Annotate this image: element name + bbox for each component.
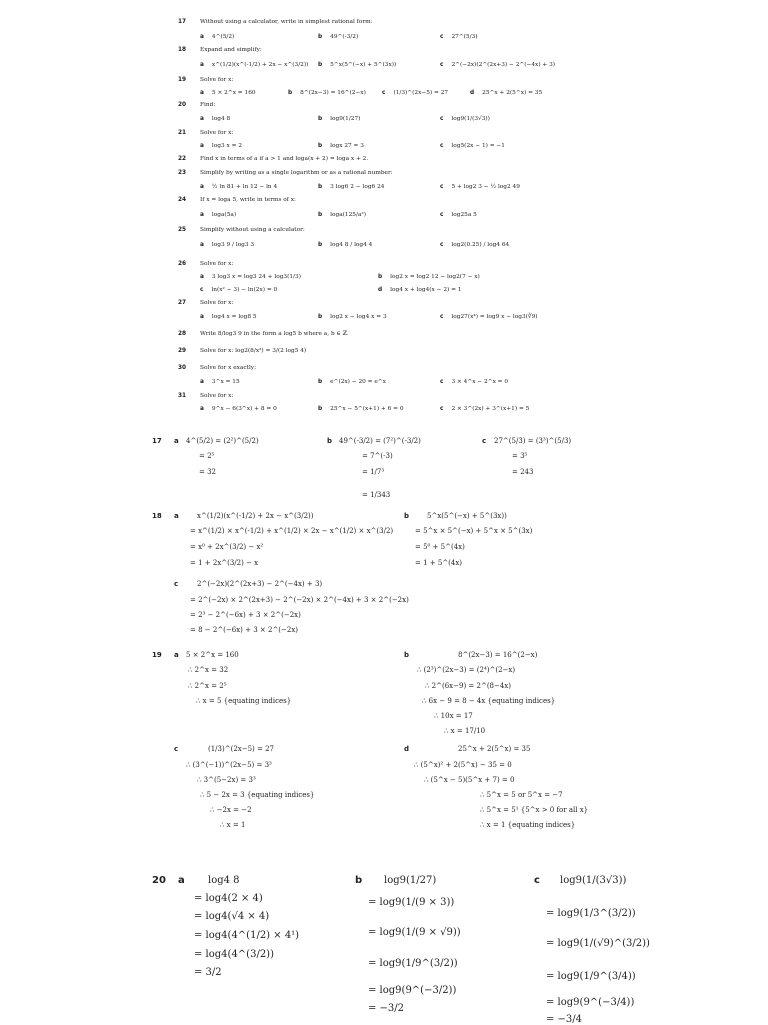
part-label: b [318,406,323,412]
math-expression: 3 × 4^x − 2^x = 0 [451,379,509,385]
math-expression: log5(2x − 1) = −1 [451,143,505,149]
math-expression: ln(x² − 3) − ln(2x) = 0 [211,287,278,293]
math-expression: Solve for x: [200,130,234,136]
math-expression: = 1/343 [362,491,391,499]
math-expression: 23 [178,170,187,176]
part-label: b [404,651,410,659]
math-expression: log2(0.25) / log4 64 [451,242,510,248]
math-expression: Find x in terms of a if a > 1 and loga(x + 2) = loga x + 2. [200,156,369,162]
part-label: c [440,116,444,122]
part-label: d [378,287,383,293]
math-expression: 49^(-3/2) [330,34,359,40]
math-expression: 8^(2x−3) = 16^(2−x) [458,651,538,659]
math-expression: 5 + log2 3 − ½ log2 49 [451,184,520,190]
math-expression: = log9(9^(−3/2)) [368,985,457,996]
part-label: b [288,90,293,96]
math-expression: e^(2x) − 20 = e^x [330,379,386,385]
math-expression: ∴ 2^x = 2⁵ [188,682,227,690]
math-expression: 3 log3 x = log3 24 + log3(1/3) [211,274,301,280]
part-label: c [440,379,444,385]
math-expression: = log9(1/(9 × 3)) [368,897,455,908]
math-expression: = 1/7³ [362,468,385,476]
math-expression: 3 log6 2 − log6 24 [330,184,385,190]
math-expression: = 5^x × 5^(−x) + 5^x × 5^(3x) [415,527,533,535]
math-expression: 5^x(5^(−x) + 5^(3x)) [427,512,507,520]
math-expression: (1/3)^(2x−5) = 27 [393,90,449,96]
math-expression: Find: [200,102,216,108]
math-expression: 5 × 2^x = 160 [186,651,239,659]
math-expression: x^(1/2)(x^(-1/2) + 2x − x^(3/2)) [197,512,314,520]
math-expression: Simplify without using a calculator: [200,227,305,233]
math-expression: 5 × 2^x = 160 [211,90,256,96]
math-expression: = 2³ − 2^(−6x) + 3 × 2^(−2x) [190,611,301,619]
part-label: b [318,242,323,248]
part-label: b [318,212,323,218]
part-label: b [318,379,323,385]
math-expression: = 1 + 5^(4x) [415,559,463,567]
math-expression: = 8 − 2^(−6x) + 3 × 2^(−2x) [190,626,299,634]
math-expression: x^(1/2)(x^(-1/2) + 2x − x^(3/2)) [211,62,309,68]
part-label: a [200,34,204,40]
part-label: b [327,437,333,445]
part-label: a [174,437,179,445]
math-expression: log4 8 [208,875,240,886]
part-label: a [200,242,204,248]
math-expression: 5^x(5^(−x) + 5^(3x)) [330,62,397,68]
math-expression: log4 8 [211,116,231,122]
math-expression: 31 [178,393,187,399]
math-expression: = −3/2 [368,1003,405,1014]
part-label: a [200,406,204,412]
math-expression: 20 [152,875,166,886]
math-expression: = 5⁰ + 5^(4x) [415,543,465,551]
math-expression: log25a 5 [451,212,477,218]
math-expression: ∴ 10x = 17 [434,712,473,720]
math-expression: 2^(−2x)(2^(2x+3) − 2^(−4x) + 3) [197,580,323,588]
math-expression: = log4(4^(3/2)) [194,949,274,960]
math-expression: 26 [178,261,187,267]
part-label: a [200,116,204,122]
part-label: c [440,62,444,68]
math-expression: 29 [178,348,187,354]
math-expression: loga(125/a²) [330,212,366,218]
math-expression: ∴ −2x = −2 [210,806,252,814]
math-expression: 8^(2x−3) = 16^(2−x) [300,90,366,96]
part-label: c [534,875,540,886]
part-label: c [440,242,444,248]
part-label: a [200,212,204,218]
math-expression: 17 [178,19,187,25]
math-expression: Expand and simplify: [200,47,262,53]
math-expression: 19 [152,651,162,659]
math-expression: ∴ 5^x = 5¹ {5^x > 0 for all x} [480,806,589,814]
math-expression: ∴ x = 5 {equating indices} [196,697,292,705]
part-label: a [174,512,179,520]
math-expression: log9(1/(3√3)) [560,875,627,886]
math-expression: 22 [178,156,187,162]
math-expression: Solve for x: [200,393,234,399]
math-expression: log27(x⁴) = log9 x − log3(∛9) [451,314,538,320]
math-expression: 9^x − 6(3^x) + 8 = 0 [211,406,277,412]
part-label: c [200,287,204,293]
part-label: b [318,62,323,68]
math-expression: 25 [178,227,187,233]
math-expression: = 32 [199,468,216,476]
math-expression: 4^(5/2) = (2²)^(5/2) [186,437,259,445]
math-expression: 17 [152,437,162,445]
math-expression: 27^(5/3) = (3³)^(5/3) [494,437,572,445]
math-expression: Simplify by writing as a single logarithm or as a rational number: [200,170,393,176]
part-label: a [178,875,185,886]
math-expression: ∴ (5^x)² + 2(5^x) − 35 = 0 [414,761,512,769]
math-expression: ∴ 2^(6x−9) = 2^(8−4x) [425,682,511,690]
part-label: a [200,184,204,190]
math-expression: Write 8/log3 9 in the form a log5 b where a, b ∈ ℤ. [200,331,349,337]
math-expression: = 3/2 [194,967,222,978]
math-expression: 25^x + 2(5^x) = 35 [482,90,543,96]
math-expression: 27^(5/3) [451,34,478,40]
part-label: a [200,379,204,385]
math-expression: = 3⁵ [512,452,528,460]
part-label: b [318,34,323,40]
part-label: b [318,143,323,149]
math-expression: log4 x + log4(x − 2) = 1 [390,287,462,293]
part-label: c [174,580,179,588]
math-expression: ∴ 2^x = 32 [188,666,229,674]
math-expression: Solve for x: [200,261,234,267]
math-expression: ∴ x = 17/10 [444,727,486,735]
part-label: c [174,745,179,753]
math-expression: log2 x − log4 x = 3 [330,314,387,320]
math-expression: ∴ (2³)^(2x−3) = (2⁴)^(2−x) [417,666,516,674]
math-expression: = log9(1/3^(3/2)) [546,908,636,919]
math-expression: = log9(1/9^(3/2)) [368,958,458,969]
math-expression: 28 [178,331,187,337]
math-expression: = x⁰ + 2x^(3/2) − x² [190,543,264,551]
part-label: b [318,116,323,122]
part-label: a [200,314,204,320]
part-label: d [470,90,475,96]
math-expression: log4 x = log8 5 [211,314,257,320]
math-expression: logx 27 = 3 [330,143,364,149]
part-label: c [440,406,444,412]
math-expression: Solve for x: [200,77,234,83]
part-label: b [378,274,383,280]
math-expression: log9(1/27) [330,116,361,122]
math-expression: = 2^(−2x) × 2^(2x+3) − 2^(−2x) × 2^(−4x) + 3 × 2^(−2x) [190,596,409,604]
math-expression: 19 [178,77,187,83]
math-expression: = −3/4 [546,1014,583,1025]
math-expression: 21 [178,130,187,136]
math-expression: = 243 [512,468,534,476]
math-expression: 49^(-3/2) = (7²)^(-3/2) [339,437,421,445]
math-expression: loga(5a) [211,212,237,218]
math-expression: log3 9 / log3 3 [211,242,255,248]
math-expression: 4^(5/2) [211,34,235,40]
math-expression: ½ ln 81 + ln 12 − ln 4 [211,184,278,190]
math-expression: log2 x = log2 12 − log2(7 − x) [390,274,480,280]
math-expression: If x = loga 5, write in terms of x: [200,197,296,203]
math-expression: ∴ (5^x − 5)(5^x + 7) = 0 [424,776,515,784]
math-expression: (1/3)^(2x−5) = 27 [208,745,274,753]
math-expression: ∴ 6x − 9 = 8 − 4x {equating indices} [422,697,556,705]
math-expression: = log4(4^(1/2) × 4¹) [194,930,300,941]
part-label: a [200,90,204,96]
math-expression: = log9(1/(9 × √9)) [368,927,461,938]
part-label: c [440,212,444,218]
math-expression: 20 [178,102,187,108]
part-label: c [440,143,444,149]
math-expression: = log9(1/(√9)^(3/2)) [546,938,650,949]
math-expression: 2^(−2x)(2^(2x+3) − 2^(−4x) + 3) [451,62,556,68]
math-expression: = log4(2 × 4) [194,893,263,904]
part-label: a [200,274,204,280]
part-label: c [440,314,444,320]
math-expression: 25^x + 2(5^x) = 35 [458,745,531,753]
part-label: b [318,184,323,190]
math-expression: log3 x = 2 [211,143,243,149]
math-expression: Without using a calculator, write in simplest rational form: [200,19,373,25]
math-expression: = log9(1/9^(3/4)) [546,971,636,982]
math-expression: log4 8 / log4 4 [330,242,373,248]
math-expression: = 1 + 2x^(3/2) − x [190,559,259,567]
math-expression: = log9(9^(−3/4)) [546,997,635,1008]
math-expression: Solve for x: [200,300,234,306]
math-expression: Solve for x: log2(8/x³) = 3/(2 log5 4) [200,348,307,354]
math-expression: = x^(1/2) × x^(-1/2) + x^(1/2) × 2x − x^(1/2) × x^(3/2) [190,527,394,535]
math-expression: ∴ (3^(−1))^(2x−5) = 3³ [186,761,272,769]
math-expression: log9(1/(3√3)) [451,116,490,122]
part-label: c [440,34,444,40]
part-label: b [404,512,410,520]
part-label: b [355,875,363,886]
part-label: a [200,62,204,68]
math-expression: 2 × 3^(2x) + 3^(x+1) = 5 [451,406,530,412]
math-expression: 30 [178,365,187,371]
math-expression: 27 [178,300,187,306]
math-expression: = log4(√4 × 4) [194,911,270,922]
math-expression: ∴ x = 1 [220,821,246,829]
part-label: b [318,314,323,320]
part-label: a [174,651,179,659]
part-label: c [482,437,487,445]
part-label: c [382,90,386,96]
math-expression: ∴ 3^(5−2x) = 3³ [197,776,256,784]
math-expression: ∴ 5^x = 5 or 5^x = −7 [480,791,563,799]
math-expression: 25^x − 5^(x+1) + 6 = 0 [330,406,404,412]
math-expression: ∴ x = 1 {equating indices} [480,821,576,829]
math-expression: Solve for x exactly: [200,365,257,371]
math-expression: 18 [152,512,162,520]
part-label: a [200,143,204,149]
math-expression: ∴ 5 − 2x = 3 {equating indices} [200,791,315,799]
math-expression: log9(1/27) [384,875,437,886]
part-label: c [440,184,444,190]
math-expression: = 7^(-3) [362,452,393,460]
math-expression: 24 [178,197,187,203]
math-expression: 3^x = 15 [211,379,240,385]
math-expression: 18 [178,47,187,53]
math-expression: = 2⁵ [199,452,215,460]
part-label: d [404,745,410,753]
